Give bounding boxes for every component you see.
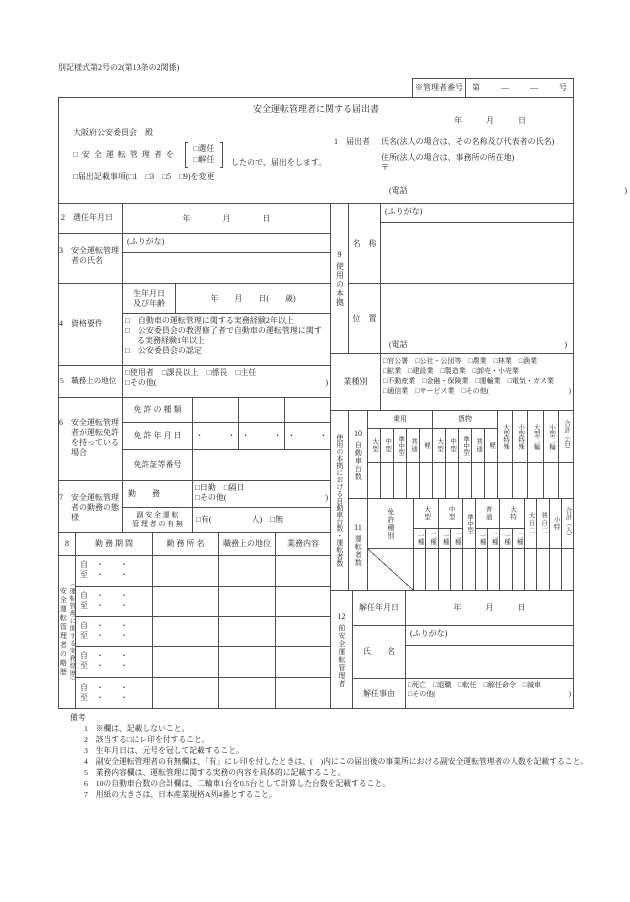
qualification-check3[interactable]: □ 公安委員会の認定: [125, 346, 202, 355]
industry-line4[interactable]: [383, 386, 571, 396]
row6-label: 6 安全運転管理者が運転免許を持っている場合: [58, 397, 123, 481]
vehicle-col-1: 中型: [380, 428, 394, 463]
driver-sub-col: 二種: [512, 528, 525, 549]
vehicle-col-total: 合計（台）: [558, 410, 574, 463]
section12-strip: [330, 590, 353, 709]
bracket-left: [185, 142, 188, 168]
vehicle-count-cell[interactable]: [367, 462, 381, 499]
section9-strip-label: 使用の本拠: [335, 262, 345, 307]
industry-line2[interactable]: □鉱業 □建設業 □製造業 □卸売・小売業: [383, 367, 519, 376]
industry-options: [380, 353, 574, 411]
duty-other-open: □その他(: [195, 493, 227, 502]
base-position-label: 位 置: [348, 283, 381, 354]
vehicle-col-8: 普通: [471, 428, 485, 463]
assistant-label-line1: 副 安 全 運 転: [136, 511, 179, 520]
vehicle-count-cell[interactable]: [512, 462, 528, 499]
manager-number-dash1: ―: [501, 83, 509, 92]
duty-options: [192, 480, 331, 508]
row8-number: 8: [58, 532, 76, 556]
driver-col-total: 合計（人）: [561, 498, 574, 549]
postal-mark[interactable]: 〒: [381, 163, 389, 172]
career-work-4[interactable]: [275, 646, 331, 678]
driver-col-semimid: 準中型: [462, 498, 476, 549]
note-item-1: 1 ※欄は、記載しないこと。: [84, 724, 190, 733]
section11-number: 11: [354, 522, 362, 532]
note-item-4: 4 副安全運転管理者の有無欄は、「有」にレ印を付したときは、( )内にこの届出後の事業所における副安全運転管理者の人数を記載すること。: [84, 757, 589, 766]
career-office-2[interactable]: [152, 586, 219, 617]
driver-sub-col: 二種: [487, 528, 500, 549]
appointment-options: [190, 143, 218, 165]
vehicle-count-cell[interactable]: [458, 462, 472, 499]
vehicle-col-large-special: 大型特殊: [497, 410, 513, 463]
section9-strip: [330, 203, 349, 354]
appoint-checkbox[interactable]: □選任: [193, 144, 215, 153]
notifier-phone-line[interactable]: [389, 186, 627, 196]
position-options[interactable]: □使用者 □課長以上 □係長 □主任: [125, 368, 257, 377]
career-label-sub: （運転管理に関する実務経歴）: [68, 579, 76, 685]
duty-other[interactable]: [195, 493, 328, 503]
row5-position: [122, 365, 331, 398]
license-date-label: 免 許 年 月 日: [122, 422, 193, 450]
assistant-label-line2: 管 理 者 の 有 無: [132, 520, 183, 528]
dismiss-checkbox[interactable]: □解任: [193, 155, 215, 165]
reason-other-close: ): [568, 689, 571, 698]
driver-count-cell[interactable]: [561, 548, 574, 591]
position-other[interactable]: [125, 378, 328, 388]
career-period-1[interactable]: 自 ・ ・ 至 ・ ・: [75, 555, 153, 587]
driver-count-cell[interactable]: [462, 548, 476, 591]
career-position-4[interactable]: [218, 646, 276, 678]
phone-open: (電話: [389, 186, 408, 195]
assistant-manager-value[interactable]: □有( 人) □無: [192, 507, 331, 533]
vehicle-col-large-moto: 大型二輪: [527, 410, 544, 463]
license-date-field-1[interactable]: ・ ・: [192, 422, 239, 450]
section9-number: 9: [337, 250, 342, 259]
vehicle-col-small-special: 小型特殊: [512, 410, 528, 463]
section11-strip: [348, 498, 368, 591]
qualification-check1[interactable]: □ 自動車の運転管理に関する実務経験2年以上: [125, 316, 294, 325]
position-other-close: ): [325, 378, 328, 387]
license-class-header: 免許種別: [367, 498, 414, 549]
base-position-field[interactable]: [380, 283, 574, 354]
vehicle-count-cell[interactable]: [497, 462, 513, 499]
career-office-3[interactable]: [152, 616, 219, 647]
vehicle-count-cell[interactable]: [527, 462, 544, 499]
section10-number: 10: [354, 428, 362, 438]
row2-label: 2 選任年月日: [58, 203, 123, 234]
career-col-position: 職務上の地位: [218, 532, 276, 556]
row2-appointment-date[interactable]: 年 月 日: [122, 203, 331, 234]
declaration-subject[interactable]: □安全運転管理者を: [73, 150, 178, 159]
driver-count-cell[interactable]: [425, 548, 439, 591]
former-name-furigana[interactable]: (ふりがな): [405, 625, 574, 646]
career-col-period: 勤 務 期 間: [75, 532, 153, 556]
row3-name-field[interactable]: [122, 252, 331, 284]
career-work-2[interactable]: [275, 586, 331, 617]
career-work-5[interactable]: [275, 677, 331, 709]
manager-number-dash2: ―: [530, 83, 538, 92]
vehicle-count-cell[interactable]: [419, 462, 433, 499]
change-items-line[interactable]: □届出記載事項(□1 □3 □5 □9)を変更: [73, 172, 215, 181]
form-reference: 別記様式第2号の2(第13条の2関係): [58, 63, 180, 72]
duty-other-close: ): [325, 493, 328, 502]
dismissal-reason-label: 解任事由: [352, 678, 406, 709]
row7-label: 7 安全運転管理者の勤務の態様: [58, 480, 123, 533]
driver-sub-col: 一種: [475, 528, 488, 549]
duty-label: 勤 務: [122, 480, 193, 508]
career-position-2[interactable]: [218, 586, 276, 617]
notes-title: 備考: [70, 713, 86, 722]
driver-sub-col: 一種: [438, 528, 451, 549]
declaration-tail: したので、届出をします。: [231, 158, 327, 167]
driver-sub-col: 一種: [413, 528, 426, 549]
driver-col-small-special: 小特: [549, 498, 562, 549]
base-name-label: 名 称: [348, 203, 381, 284]
position-other-open: □その他(: [125, 378, 157, 387]
vehicle-count-cell[interactable]: [380, 462, 394, 499]
driver-count-cell[interactable]: [499, 548, 513, 591]
reason-other-open: □その他(: [408, 689, 436, 698]
assistant-manager-label: [122, 507, 193, 533]
dismissal-date-value[interactable]: 年 月 日: [405, 590, 574, 626]
driver-group-ordinary: 普通: [475, 498, 500, 529]
dismissal-date-label: 解任年月日: [352, 590, 406, 626]
section11-strip-label: 運転者数: [354, 534, 363, 567]
driver-group-special: 大特: [499, 498, 525, 529]
license-class-diagonal-cell: [367, 548, 414, 591]
dismissal-reason-options: [405, 678, 574, 709]
row3-label: 3 安全運転管理者の氏名: [58, 233, 123, 284]
license-number-field[interactable]: [192, 449, 331, 481]
license-number-label: 免許証等番号: [122, 449, 193, 481]
industry-label: 業種別: [330, 353, 381, 411]
section12-number: 12: [337, 611, 346, 621]
reason-check-options[interactable]: □死亡 □退職 □転任 □解任命令 □減車: [408, 681, 542, 689]
career-period-2[interactable]: 自 ・ ・ 至 ・ ・: [75, 586, 153, 617]
industry-other-close: ): [568, 387, 571, 396]
vehicle-col-7: 準中型: [458, 428, 472, 463]
section10-strip-label: 自動車台数: [354, 440, 363, 481]
base-phone-line[interactable]: [389, 340, 567, 350]
base-phone-open: (電話: [389, 340, 408, 349]
qualification-check2[interactable]: □ 公安委員会の教習修了者で自動車の運転管理に関する実務経験1年以上: [125, 326, 322, 345]
notifier-address-label: 住所(法人の場合は、事務所の所在地): [381, 153, 515, 162]
note-item-7: 7 用紙の大きさは、日本産業規格A列4番とすること。: [84, 790, 277, 799]
career-work-3[interactable]: [275, 616, 331, 647]
career-work-1[interactable]: [275, 555, 331, 587]
vehicle-group-cargo: 貨物: [432, 410, 498, 429]
vehicle-count-cell[interactable]: [445, 462, 459, 499]
row4-label: 4 資格要件: [58, 283, 123, 366]
duty-check-options[interactable]: □日勤 □隔日: [195, 483, 245, 492]
career-period-5[interactable]: 自 ・ ・ 至 ・ ・: [75, 677, 153, 709]
driver-group-mid: 中型: [438, 498, 463, 529]
former-name-label: 氏 名: [352, 625, 406, 679]
dob-label-line2: 及び年齢: [133, 298, 165, 308]
row4-qualifications: [122, 313, 331, 366]
vehicle-col-small-moto: 小型二輪: [543, 410, 559, 463]
driver-group-large: 大型: [413, 498, 439, 529]
base-name-field[interactable]: [380, 222, 574, 284]
manager-number-value[interactable]: [465, 78, 574, 98]
addressee: 大阪府公安委員会 殿: [73, 128, 153, 137]
vehicle-count-cell[interactable]: [558, 462, 574, 499]
license-type-field-3[interactable]: [284, 397, 331, 423]
base-name-furigana[interactable]: (ふりがな): [380, 203, 574, 223]
industry-other-open: □通信業 □サービス業 □その他(: [383, 387, 490, 396]
vehicle-col-6: 中型: [445, 428, 459, 463]
vehicle-count-cell[interactable]: [471, 462, 485, 499]
row5-label: 5 職務上の地位: [58, 365, 123, 398]
note-item-5: 5 業務内容欄は、運転管理に関する実務の内容を具体的に記載すること。: [84, 768, 346, 777]
vehicle-driver-strip: 使用の本拠における自動車台数・運転者数: [330, 410, 349, 591]
career-period-3[interactable]: 自 ・ ・ 至 ・ ・: [75, 616, 153, 647]
driver-sub-col: 二種: [450, 528, 463, 549]
row3-furigana[interactable]: (ふりがな): [122, 233, 331, 253]
vehicle-col-9: 軽: [484, 428, 498, 463]
career-position-1[interactable]: [218, 555, 276, 587]
former-name-field[interactable]: [405, 645, 574, 679]
note-item-2: 2 該当する□にレ印を付すること。: [84, 735, 210, 744]
driver-sub-col: 二種: [425, 528, 439, 549]
section10-strip: [348, 410, 368, 499]
driver-col-ordinary-moto: 普自二: [536, 498, 550, 549]
form-title: 安全運転管理者に関する届出書: [252, 104, 379, 114]
vehicle-col-2: 準中型: [393, 428, 407, 463]
vehicle-count-cell[interactable]: [543, 462, 559, 499]
manager-number-dai: 第: [472, 83, 480, 92]
notifier-number: 1 届出者: [334, 137, 370, 146]
career-position-5[interactable]: [218, 677, 276, 709]
career-position-3[interactable]: [218, 616, 276, 647]
career-office-1[interactable]: [152, 555, 219, 587]
vehicle-count-cell[interactable]: [393, 462, 407, 499]
reason-other[interactable]: [408, 690, 571, 699]
row8-vertical-label: [58, 555, 76, 709]
career-office-5[interactable]: [152, 677, 219, 709]
row4-dob-value[interactable]: 年 月 日( 歳): [175, 283, 331, 314]
driver-count-cell[interactable]: [536, 548, 550, 591]
vehicle-col-0: 大型: [367, 428, 381, 463]
notifier-name-label: 氏名(法人の場合は、その名称及び代表者の氏名): [381, 137, 555, 146]
driver-sub-col: 一種: [499, 528, 513, 549]
section12-strip-label: 前安全運転管理者: [337, 623, 346, 688]
phone-close: ): [624, 186, 627, 195]
vehicle-count-cell[interactable]: [432, 462, 446, 499]
bracket-right: [220, 142, 223, 168]
career-label-main: 安全運転管理者の略歴: [59, 587, 68, 677]
dob-label-line1: 生年月日: [133, 288, 165, 298]
license-type-field-1[interactable]: [192, 397, 239, 423]
vehicle-count-cell[interactable]: [406, 462, 420, 499]
career-period-4[interactable]: 自 ・ ・ 至 ・ ・: [75, 646, 153, 678]
license-date-field-3[interactable]: ・ ・: [284, 422, 331, 450]
note-item-3: 3 生年月日は、元号を冠して記載すること。: [84, 746, 244, 755]
appointment-bracket: [185, 142, 223, 168]
base-phone-close: ): [564, 340, 567, 349]
manager-number-go: 号: [559, 83, 567, 92]
license-date-field-2[interactable]: ・ ・: [238, 422, 285, 450]
manager-number-label: ※管理者番号: [412, 78, 466, 98]
license-type-label: 免 許 の 種 類: [122, 397, 193, 423]
vehicle-col-5: 大型: [432, 428, 446, 463]
career-col-office: 勤 務 所 名: [152, 532, 219, 556]
vehicle-count-cell[interactable]: [484, 462, 498, 499]
header-block: [58, 97, 627, 204]
header-date: 年 月 日: [454, 116, 526, 125]
vehicle-col-3: 普通: [406, 428, 420, 463]
vehicle-group-passenger: 乗用: [367, 410, 433, 429]
vehicle-col-4: 軽: [419, 428, 433, 463]
license-type-field-2[interactable]: [238, 397, 285, 423]
industry-line3[interactable]: □不動産業 □金融・保険業 □運輸業 □電気・ガス業: [383, 377, 554, 386]
note-item-6: 6 10の自動車台数の合計欄は、二輪車1台を0.5台として計算した台数を記載すること。: [84, 779, 391, 788]
row4-dob-label: [122, 283, 176, 314]
career-col-work: 業務内容: [275, 532, 331, 556]
career-office-4[interactable]: [152, 646, 219, 678]
driver-col-large-moto: 大自二: [524, 498, 537, 549]
industry-line1[interactable]: □官公署 □公社・公団等 □農業 □林業 □漁業: [383, 357, 538, 365]
